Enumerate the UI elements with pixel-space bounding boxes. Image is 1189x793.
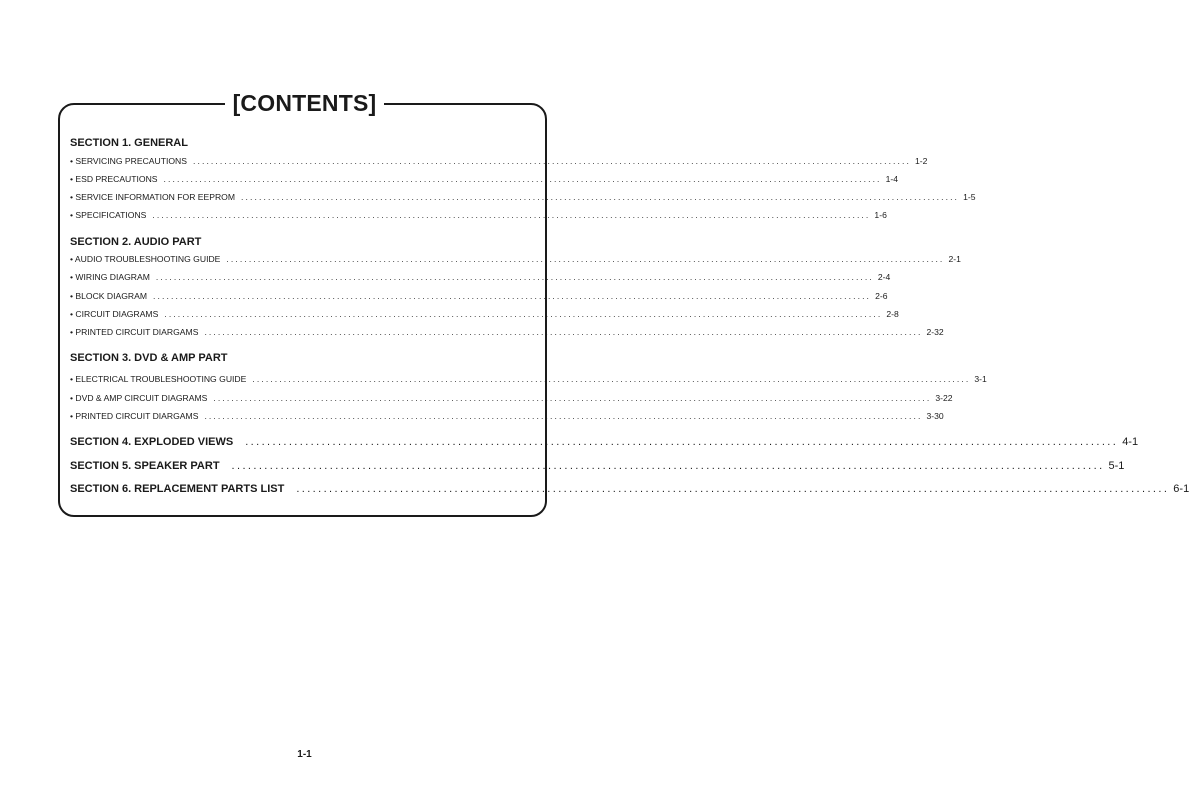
contents-title: [CONTENTS]: [225, 88, 385, 118]
toc-entry-label: • ELECTRICAL TROUBLESHOOTING GUIDE: [70, 374, 247, 384]
section-3-heading: SECTION 3. DVD & AMP PART: [70, 352, 228, 364]
toc-entry-label: SECTION 4. EXPLODED VIEWS: [70, 436, 234, 448]
toc-entry-exploded-views[interactable]: [70, 436, 1139, 448]
toc-entry-page: 1-2: [915, 156, 928, 166]
toc-entry-label: • CIRCUIT DIAGRAMS: [70, 309, 159, 319]
toc-entry-servicing-precautions[interactable]: [70, 156, 928, 166]
toc-entry-block-diagram[interactable]: [70, 291, 888, 301]
dot-leader: ................................................................................................................................................................: [226, 254, 945, 264]
toc-entry-label: • SERVICING PRECAUTIONS: [70, 156, 187, 166]
toc-entry-dvd-amp-circuit-diagrams[interactable]: [70, 393, 953, 403]
toc-entry-label: • SERVICE INFORMATION FOR EEPROM: [70, 192, 236, 202]
toc-entry-label: • AUDIO TROUBLESHOOTING GUIDE: [70, 254, 221, 264]
section-2-heading: SECTION 2. AUDIO PART: [70, 236, 202, 248]
toc-entry-page: 2-32: [926, 327, 944, 337]
toc-entry-label: SECTION 6. REPLACEMENT PARTS LIST: [70, 483, 285, 495]
dot-leader: ................................................................................................................................................................: [153, 291, 872, 301]
toc-entry-page: 2-1: [948, 254, 961, 264]
dot-leader: ................................................................................................................................................................: [204, 411, 923, 421]
toc-entry-page: 3-30: [926, 411, 944, 421]
toc-entry-page: 1-6: [874, 210, 887, 220]
dot-leader: ................................................................................................................................................................: [192, 156, 912, 166]
toc-entry-label: • ESD PRECAUTIONS: [70, 174, 158, 184]
toc-entry-speaker-part[interactable]: [70, 460, 1125, 472]
toc-entry-page: 4-1: [1122, 436, 1139, 448]
dot-leader: ................................................................................................................................................................: [163, 174, 882, 184]
dot-leader: ................................................................................................................................................................: [213, 393, 932, 403]
dot-leader: ................................................................................................................................................................: [152, 210, 871, 220]
toc-entry-electrical-troubleshooting[interactable]: [70, 374, 987, 384]
toc-entry-audio-troubleshooting[interactable]: [70, 254, 961, 264]
toc-entry-circuit-diagrams[interactable]: [70, 309, 899, 319]
dot-leader: ................................................................................................................................................................: [245, 436, 1119, 448]
toc-entry-page: 2-4: [877, 272, 891, 282]
toc-entry-page: 1-4: [885, 174, 898, 184]
toc-entry-label: SECTION 5. SPEAKER PART: [70, 460, 220, 472]
toc-entry-wiring-diagram[interactable]: [70, 272, 891, 282]
toc-entry-label: • WIRING DIAGRAM: [70, 272, 150, 282]
toc-entry-page: 5-1: [1108, 460, 1125, 472]
toc-entry-label: • PRINTED CIRCUIT DIARGAMS: [70, 327, 199, 337]
toc-entry-page: 1-5: [963, 192, 976, 202]
dot-leader: ................................................................................................................................................................: [231, 460, 1105, 472]
dot-leader: ................................................................................................................................................................: [155, 272, 874, 282]
toc-entry-printed-circuit-diargams[interactable]: [70, 327, 944, 337]
dot-leader: ................................................................................................................................................................: [241, 192, 960, 202]
dot-leader: ................................................................................................................................................................: [296, 483, 1170, 495]
toc-entry-page: 6-1: [1173, 483, 1189, 495]
toc-entry-replacement-parts-list[interactable]: [70, 483, 1189, 495]
toc-entry-page: 2-8: [886, 309, 899, 319]
toc-entry-specifications[interactable]: [70, 210, 887, 220]
dot-leader: ................................................................................................................................................................: [204, 327, 923, 337]
section-1-heading: SECTION 1. GENERAL: [70, 137, 188, 149]
toc-entry-printed-circuit-diargams-3[interactable]: [70, 411, 944, 421]
toc-entry-label: • BLOCK DIAGRAM: [70, 291, 148, 301]
dot-leader: ................................................................................................................................................................: [164, 309, 883, 319]
toc-entry-esd-precautions[interactable]: [70, 174, 898, 184]
toc-entry-label: • PRINTED CIRCUIT DIARGAMS: [70, 411, 199, 421]
dot-leader: ................................................................................................................................................................: [252, 374, 971, 384]
toc-entry-page: 2-6: [875, 291, 888, 301]
toc-entry-page: 3-1: [974, 374, 987, 384]
toc-entry-label: • DVD & AMP CIRCUIT DIAGRAMS: [70, 393, 208, 403]
toc-entry-service-information-eeprom[interactable]: [70, 192, 976, 202]
page-number: 1-1: [297, 749, 312, 760]
toc-entry-label: • SPECIFICATIONS: [70, 210, 147, 220]
toc-entry-page: 3-22: [935, 393, 953, 403]
